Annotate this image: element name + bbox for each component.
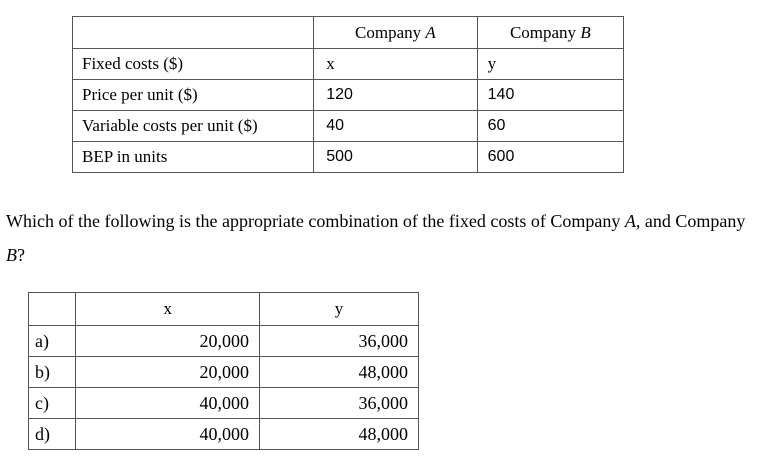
option-y-value: 36,000 (259, 326, 418, 357)
row-label: Price per unit ($) (73, 80, 314, 111)
option-y-value: 48,000 (259, 419, 418, 450)
option-letter: a) (29, 326, 76, 357)
company-b-value: y (477, 49, 623, 80)
question-text: Which of the following is the appropriate combination of the fixed costs of Company A, and Company B? (6, 211, 746, 265)
company-b-value: 600 (477, 142, 623, 173)
company-b-value: 140 (477, 80, 623, 111)
cost-table-header-row (73, 17, 624, 49)
option-y-value: 36,000 (259, 388, 418, 419)
x-header: x (76, 293, 260, 326)
company-a-value: 120 (314, 80, 477, 111)
company-a-value: 500 (314, 142, 477, 173)
company-a-value: 40 (314, 111, 477, 142)
option-y-value: 48,000 (259, 357, 418, 388)
company-a-header: Company A (314, 17, 477, 49)
options-corner-cell (29, 293, 76, 326)
option-letter: c) (29, 388, 76, 419)
options-header-row (29, 293, 419, 326)
row-label: Fixed costs ($) (73, 49, 314, 80)
option-row[interactable] (29, 419, 419, 450)
company-b-header: Company B (477, 17, 623, 49)
row-label: BEP in units (73, 142, 314, 173)
option-x-value: 40,000 (76, 419, 260, 450)
table-row (73, 80, 624, 111)
company-a-value: x (314, 49, 477, 80)
option-x-value: 20,000 (76, 326, 260, 357)
table-row (73, 49, 624, 80)
option-row[interactable] (29, 357, 419, 388)
options-table (28, 292, 419, 450)
option-letter: d) (29, 419, 76, 450)
company-b-value: 60 (477, 111, 623, 142)
cost-table-corner-cell (73, 17, 314, 49)
option-x-value: 40,000 (76, 388, 260, 419)
row-label: Variable costs per unit ($) (73, 111, 314, 142)
option-letter: b) (29, 357, 76, 388)
table-row (73, 111, 624, 142)
cost-table (72, 16, 624, 173)
table-row (73, 142, 624, 173)
y-header: y (259, 293, 418, 326)
option-x-value: 20,000 (76, 357, 260, 388)
option-row[interactable] (29, 388, 419, 419)
option-row[interactable] (29, 326, 419, 357)
